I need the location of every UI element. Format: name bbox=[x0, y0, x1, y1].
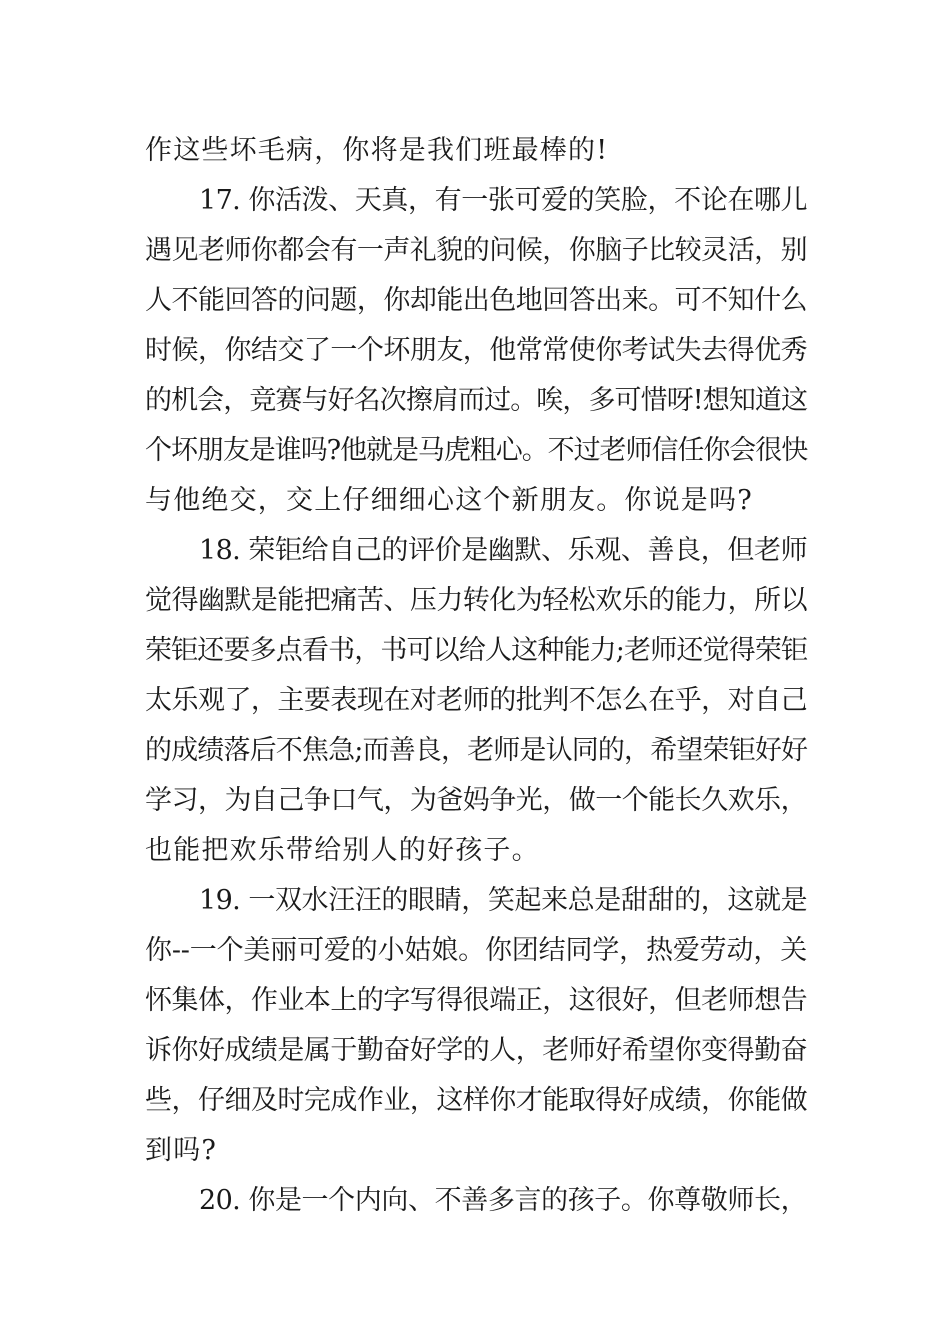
text-line: 怀集体，作业本上的字写得很端正，这很好，但老师想告 bbox=[145, 985, 807, 1016]
text-line: 觉得幽默是能把痛苦、压力转化为轻松欢乐的能力，所以 bbox=[145, 585, 807, 616]
text-line: 20. 你是一个内向、不善多言的孩子。你尊敬师长， bbox=[199, 1185, 807, 1216]
text-line: 时候，你结交了一个坏朋友，他常常使你考试失去得优秀 bbox=[145, 335, 807, 366]
text-line: 的成绩落后不焦急;而善良，老师是认同的，希望荣钜好好 bbox=[145, 735, 807, 766]
text-line: 17. 你活泼、天真，有一张可爱的笑脸，不论在哪儿 bbox=[199, 185, 807, 216]
text-line: 18. 荣钜给自己的评价是幽默、乐观、善良，但老师 bbox=[199, 535, 807, 566]
text-line: 太乐观了，主要表现在对老师的批判不怎么在乎，对自己 bbox=[145, 685, 807, 716]
text-line: 荣钜还要多点看书，书可以给人这种能力;老师还觉得荣钜 bbox=[145, 635, 807, 666]
text-line: 与他绝交，交上仔细细心这个新朋友。你说是吗? bbox=[145, 485, 753, 516]
text-line: 诉你好成绩是属于勤奋好学的人，老师好希望你变得勤奋 bbox=[145, 1035, 807, 1066]
text-line: 也能把欢乐带给别人的好孩子。 bbox=[145, 835, 540, 866]
text-line: 作这些坏毛病，你将是我们班最棒的! bbox=[145, 135, 609, 166]
text-line: 的机会，竞赛与好名次擦肩而过。唉，多可惜呀!想知道这 bbox=[145, 385, 807, 416]
document-body-text bbox=[145, 126, 807, 1226]
text-line: 遇见老师你都会有一声礼貌的问候，你脑子比较灵活，别 bbox=[145, 235, 807, 266]
text-line: 19. 一双水汪汪的眼睛，笑起来总是甜甜的，这就是 bbox=[199, 885, 807, 916]
text-line: 学习，为自己争口气，为爸妈争光，做一个能长久欢乐， bbox=[145, 785, 807, 816]
text-line: 人不能回答的问题，你却能出色地回答出来。可不知什么 bbox=[145, 285, 807, 316]
text-line: 个坏朋友是谁吗?他就是马虎粗心。不过老师信任你会很快 bbox=[145, 435, 807, 466]
text-line: 些，仔细及时完成作业，这样你才能取得好成绩，你能做 bbox=[145, 1085, 807, 1116]
text-line: 你--一个美丽可爱的小姑娘。你团结同学，热爱劳动，关 bbox=[145, 935, 807, 966]
text-line: 到吗? bbox=[145, 1135, 218, 1166]
